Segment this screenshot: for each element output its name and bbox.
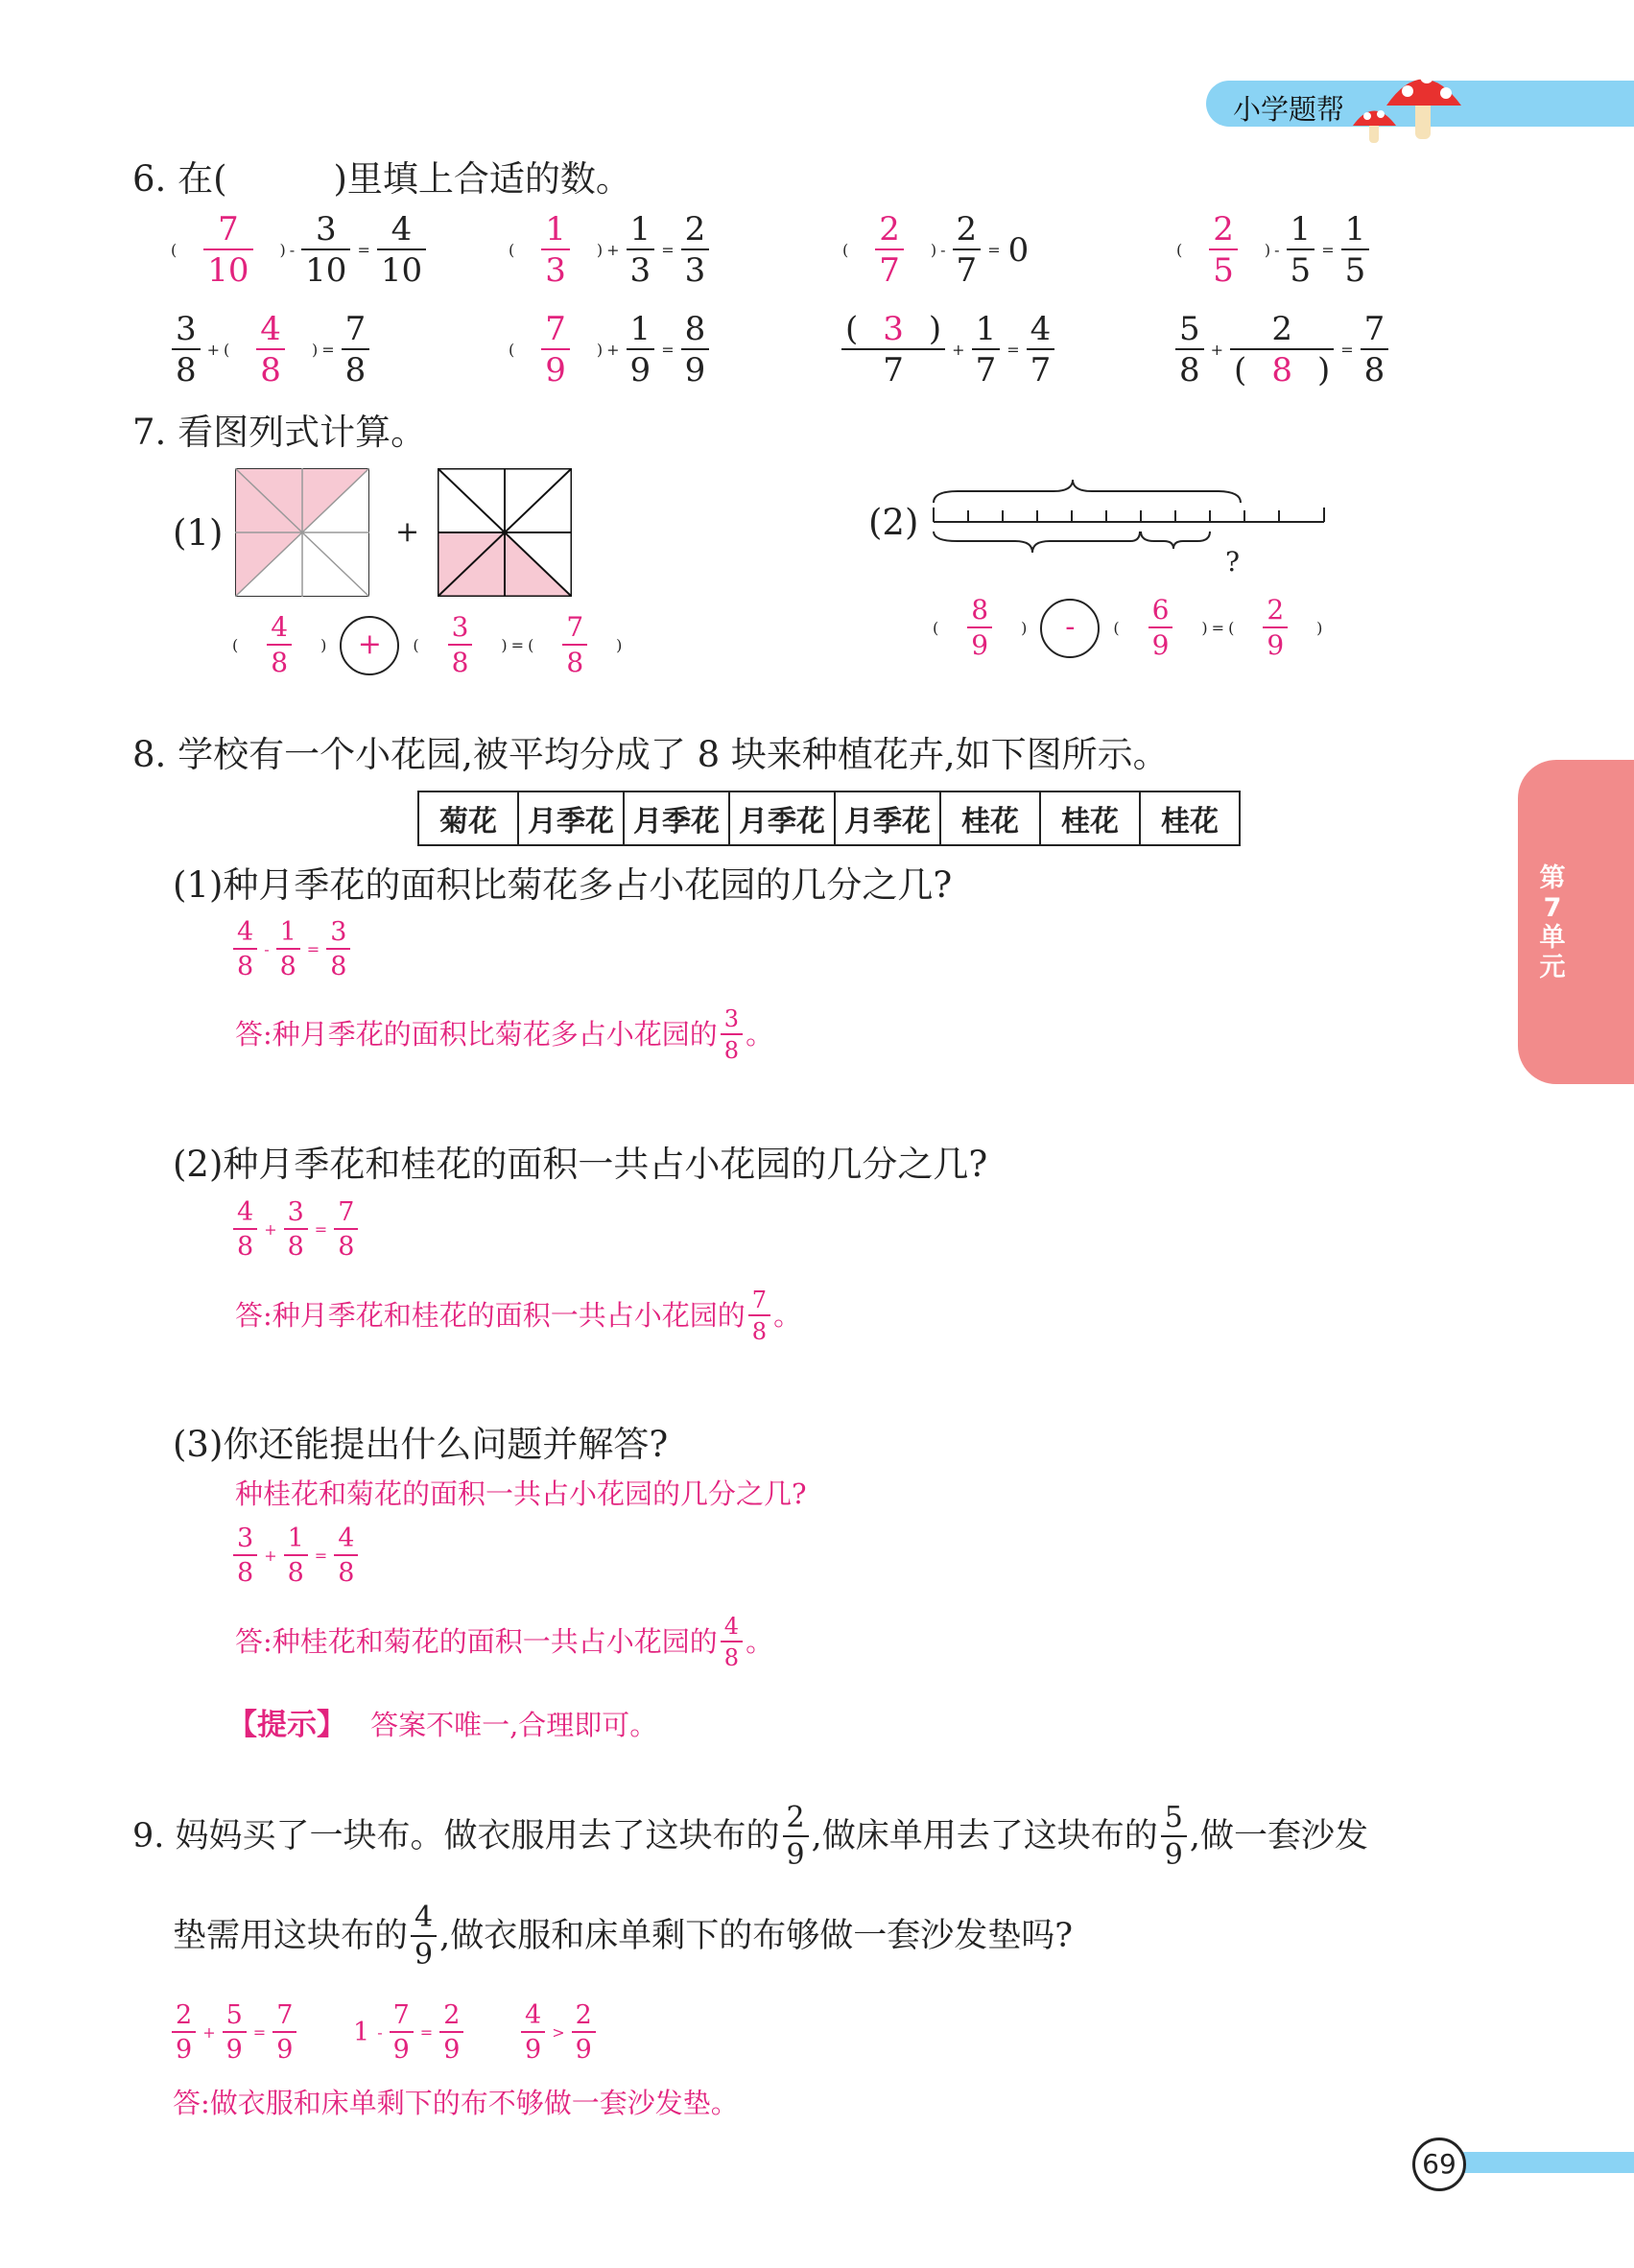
garden-cell: 月季花 (518, 791, 624, 845)
q7-number-line (929, 464, 1332, 579)
q7-square-left (235, 468, 369, 597)
q6-row2-expr3: ( 3 ) 7 + $\frac{1}{7}$ = $\frac{4}{7}$ (839, 313, 1057, 387)
q6-row1-expr4: ( 2 5 ) - $\frac{1}{5}$ = $\frac{1}{5}$ (1176, 213, 1372, 287)
q9-line2: 垫需用这块布的 4 9 ,做衣服和床单剩下的布够做一套沙发垫吗? (173, 1901, 1074, 1972)
q6-row2-expr2: ( 7 9 ) + $\frac{1}{9}$ = $\frac{8}{9}$ (509, 313, 712, 387)
q9-line1: 9. 妈妈买了一块布。做衣服用去了这块布的 2 9 ,做床单用去了这块布的 5 9 ,做一套沙发 (132, 1801, 1368, 1872)
q8-part3-question: (3)你还能提出什么问题并解答? (173, 1424, 669, 1465)
q8-part1-calc: 4 8 - $\frac{1}{8}$ = $\frac{3}{8}$ (230, 919, 353, 980)
q9-answer: 答:做衣服和床单剩下的布不够做一套沙发垫。 (173, 2087, 739, 2119)
garden-cell: 桂花 (940, 791, 1040, 845)
unit-side-label: 第7单元 (1539, 863, 1566, 983)
q8-part2-question: (2)种月季花和桂花的面积一共占小花园的几分之几? (173, 1144, 988, 1185)
q6-row1-expr1: ( 7 10 ) - $\frac{3}{10}$ = $\frac{4}{10}$ (171, 213, 429, 287)
q7-part2-answer: ( 8 9 ) - ( 6 9 ) = ( 2 9 ) (933, 594, 1323, 661)
q8-tip (227, 1700, 657, 1743)
page-number-bar (1439, 2152, 1634, 2173)
q6-row2-expr1: 3 8 + ( 4 8 ) = $\frac{7}{8}$ (169, 313, 372, 387)
q6-title: 6. 在( )里填上合适的数。 (132, 158, 631, 200)
q8-part2-calc: 4 8 + $\frac{3}{8}$ = $\frac{7}{8}$ (230, 1199, 361, 1260)
q8-part1-answer: 答:种月季花的面积比菊花多占小花园的 3 8 。 (235, 1005, 774, 1064)
q6-row1-expr3: ( 2 7 ) - $\frac{2}{7}$ = 0 (842, 210, 1030, 290)
q8-part2-answer: 答:种月季花和桂花的面积一共占小花园的 7 8 。 (235, 1287, 802, 1345)
q7-part2-label: (2) (868, 502, 919, 543)
garden-cell: 桂花 (1040, 791, 1140, 845)
garden-cell: 月季花 (835, 791, 940, 845)
garden-table (417, 791, 1241, 846)
q7-title: 7. 看图列式计算。 (132, 412, 427, 453)
q6-row2-expr4: 5 8 + $\frac{2}{( 8 )}$ = $\frac{7}{8}$ (1172, 313, 1391, 387)
q8-title: 8. 学校有一个小花园,被平均分成了 8 块来种植花卉,如下图所示。 (132, 734, 1169, 775)
q7-plus-sign: + (395, 515, 420, 549)
header-brand: 小学题帮 (1233, 93, 1345, 126)
garden-cell: 菊花 (418, 791, 518, 845)
page-number: 69 (1412, 2138, 1466, 2191)
q7-part1-label: (1) (173, 512, 224, 554)
garden-cell: 月季花 (729, 791, 835, 845)
q7-part2-operator: - (1040, 599, 1100, 658)
q7-question-mark: ? (1225, 546, 1241, 578)
q8-part3-answer: 答:种桂花和菊花的面积一共占小花园的 4 8 。 (235, 1613, 774, 1671)
q9-calc2: 1 - $\frac{7}{9}$ = $\frac{2}{9}$ (349, 2002, 466, 2063)
q6-row1-expr2: ( 1 3 ) + $\frac{1}{3}$ = $\frac{2}{3}$ (509, 213, 712, 287)
q9-calc3: 4 9 > 2 9 (518, 2002, 599, 2063)
q7-part1-answer: ( 4 8 ) + ( 3 8 ) = ( 7 8 ) (232, 611, 623, 678)
q8-part3-calc: 3 8 + $\frac{1}{8}$ = $\frac{4}{8}$ (230, 1525, 361, 1586)
tip-label: 【提示】 (227, 1708, 346, 1742)
garden-cell: 桂花 (1140, 791, 1240, 845)
mushroom-icon (1348, 53, 1463, 149)
q8-part1-question: (1)种月季花的面积比菊花多占小花园的几分之几? (173, 864, 953, 906)
q8-part3-new-question: 种桂花和菊花的面积一共占小花园的几分之几? (235, 1477, 807, 1510)
tip-text: 答案不唯一,合理即可。 (370, 1709, 658, 1741)
q9-calc1: 2 9 + $\frac{5}{9}$ = $\frac{7}{9}$ (169, 2002, 299, 2063)
q7-part1-operator: + (340, 616, 399, 675)
q7-square-right (438, 468, 572, 597)
garden-cell: 月季花 (624, 791, 729, 845)
